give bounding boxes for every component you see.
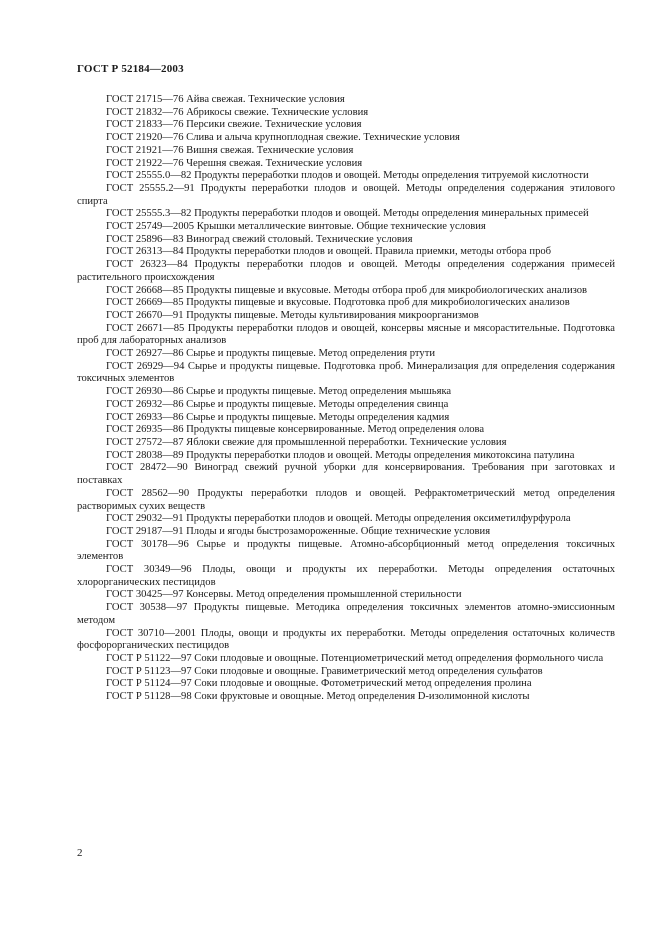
reference-item: ГОСТ 25896—83 Виноград свежий столовый. Технические условия — [106, 233, 413, 245]
reference-item: ГОСТ 21920—76 Слива и алыча крупноплодная свежие. Технические условия — [106, 132, 460, 144]
reference-item: ГОСТ 25749—2005 Крышки металлические винтовые. Общие технические условия — [106, 221, 486, 233]
reference-item: ГОСТ Р 51128—98 Соки фруктовые и овощные. Метод определения D-изолимонной кислоты — [106, 691, 530, 703]
reference-item: ГОСТ 29187—91 Плоды и ягоды быстрозамороженные. Общие технические условия — [106, 525, 491, 537]
reference-item: ГОСТ 26927—86 Сырье и продукты пищевые. Метод определения ртути — [106, 348, 436, 360]
reference-item: ГОСТ 28562—90 Продукты переработки плодов и овощей. Рефрактометрический метод определения растворимых сухих веществ — [77, 487, 615, 512]
reference-item: ГОСТ Р 51124—97 Соки плодовые и овощные. Фотометрический метод определения пролина — [106, 678, 532, 690]
reference-item: ГОСТ 30710—2001 Плоды, овощи и продукты их переработки. Методы определения остаточных количеств фосфорорганических пестицидов — [77, 627, 615, 652]
reference-item: ГОСТ 26323—84 Продукты переработки плодов и овощей. Методы определения содержания примесей растительного происхождения — [77, 259, 615, 283]
reference-item: ГОСТ 25555.2—91 Продукты переработки плодов и овощей. Методы определения содержания этилового спирта — [77, 182, 615, 207]
reference-item: ГОСТ 21922—76 Черешня свежая. Технические условия — [106, 157, 363, 169]
reference-item: ГОСТ 27572—87 Яблоки свежие для промышленной переработки. Технические условия — [106, 436, 507, 448]
reference-item: ГОСТ Р 51122—97 Соки плодовые и овощные. Потенциометрический метод определения формольного числа — [106, 652, 604, 664]
reference-item: ГОСТ 25555.3—82 Продукты переработки плодов и овощей. Методы определения минеральных примесей — [106, 208, 589, 220]
reference-item: ГОСТ 29032—91 Продукты переработки плодов и овощей. Методы определения оксиметилфурфурола — [106, 513, 571, 525]
reference-item: ГОСТ 26313—84 Продукты переработки плодов и овощей. Правила приемки, методы отбора проб — [106, 246, 552, 258]
reference-item: ГОСТ 30349—96 Плоды, овощи и продукты их переработки. Методы определения остаточных хлорорганических пестицидов — [77, 564, 615, 588]
reference-item: ГОСТ Р 51123—97 Соки плодовые и овощные. Гравиметрический метод определения сульфатов — [106, 665, 543, 677]
reference-item: ГОСТ 21833—76 Персики свежие. Технические условия — [106, 119, 362, 131]
reference-item: ГОСТ 28472—90 Виноград свежий ручной уборки для консервирования. Требования при заготовках и поставках — [77, 462, 615, 487]
reference-item: ГОСТ 28038—89 Продукты переработки плодов и овощей. Методы определения микотоксина патулина — [106, 449, 575, 461]
reference-item: ГОСТ 21832—76 Абрикосы свежие. Технические условия — [106, 106, 369, 118]
page-number: 2 — [77, 847, 83, 859]
reference-item: ГОСТ 26930—86 Сырье и продукты пищевые. Метод определения мышьяка — [106, 386, 452, 398]
reference-item: ГОСТ 26935—86 Продукты пищевые консервированные. Метод определения олова — [106, 424, 485, 436]
reference-item: ГОСТ 21921—76 Вишня свежая. Технические условия — [106, 144, 354, 156]
reference-item: ГОСТ 26670—91 Продукты пищевые. Методы культивирования микроорганизмов — [106, 309, 479, 321]
reference-item: ГОСТ 30425—97 Консервы. Метод определения промышленной стерильности — [106, 589, 462, 601]
reference-item: ГОСТ 26668—85 Продукты пищевые и вкусовые. Методы отбора проб для микробиологических анализов — [106, 284, 588, 296]
reference-item: ГОСТ 26671—85 Продукты переработки плодов и овощей, консервы мясные и мясорастительные. Подготовка проб для лабораторных анализов — [77, 322, 615, 347]
reference-item: ГОСТ 30538—97 Продукты пищевые. Методика определения токсичных элементов атомно-эмиссионным методом — [77, 602, 615, 626]
reference-list — [77, 94, 615, 704]
reference-item: ГОСТ 25555.0—82 Продукты переработки плодов и овощей. Методы определения титруемой кислотности — [106, 170, 589, 182]
reference-item: ГОСТ 26932—86 Сырье и продукты пищевые. Методы определения свинца — [106, 398, 449, 410]
reference-item: ГОСТ 30178—96 Сырье и продукты пищевые. Атомно-абсорбционный метод определения токсичных элементов — [77, 538, 615, 563]
reference-item: ГОСТ 26669—85 Продукты пищевые и вкусовые. Подготовка проб для микробиологических анализов — [106, 297, 570, 309]
reference-item: ГОСТ 26929—94 Сырье и продукты пищевые. Подготовка проб. Минерализация для определения содержания токсичных элементов — [77, 360, 615, 385]
reference-item: ГОСТ 26933—86 Сырье и продукты пищевые. Методы определения кадмия — [106, 411, 450, 423]
reference-item: ГОСТ 21715—76 Айва свежая. Технические условия — [106, 94, 345, 105]
document-header: ГОСТ Р 52184—2003 — [77, 63, 184, 75]
